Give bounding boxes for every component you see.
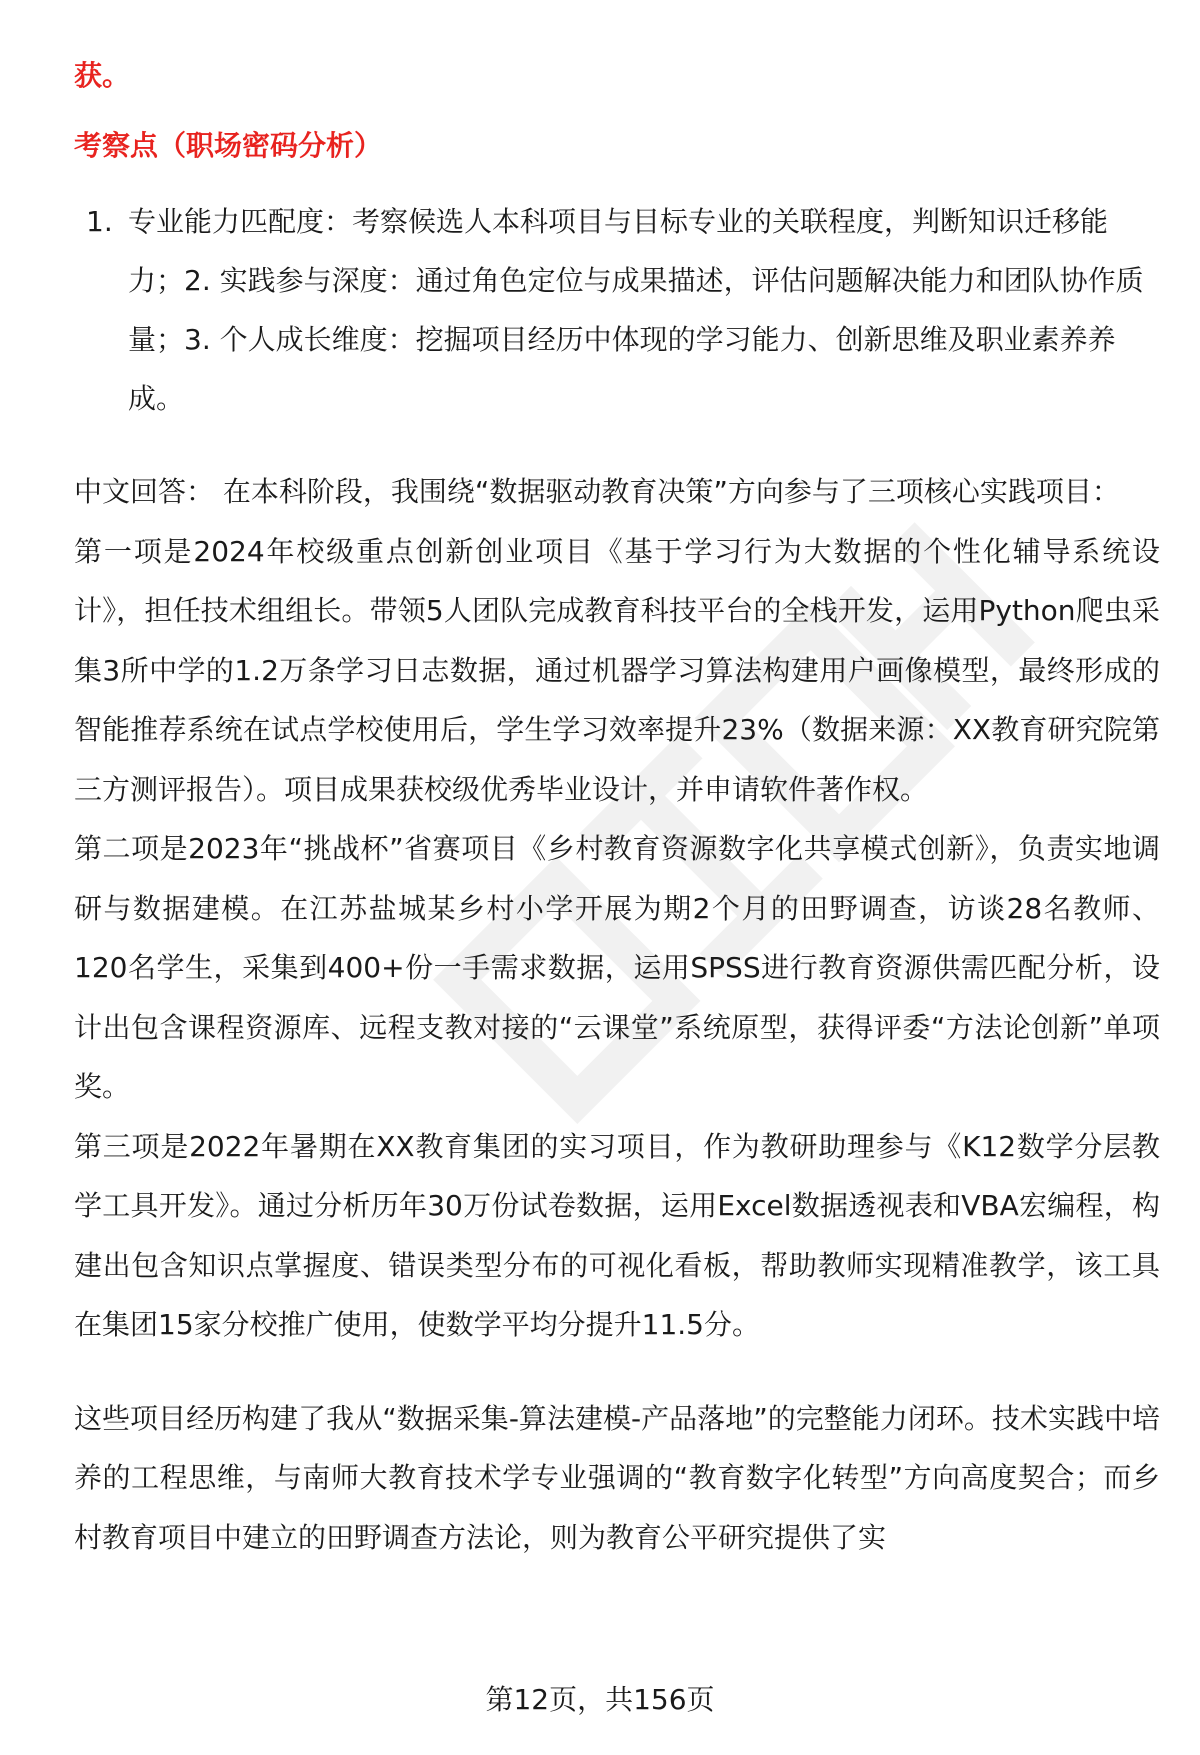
fragment-text: 获。	[74, 59, 131, 92]
document-page	[74, 56, 1160, 1567]
list-text: 专业能力匹配度：考察候选人本科项目与目标专业的关联程度，判断知识迁移能力；2. 实践参与深度：通过角色定位与成果描述，评估问题解决能力和团队协作质量；3. 个人成长维度：挖掘项目经历中体现的学习能力、创新思维及职业素养养成。	[128, 205, 1144, 415]
list-number: 1.	[86, 205, 113, 238]
answer-intro: 中文回答： 在本科阶段，我围绕“数据驱动教育决策”方向参与了三项核心实践项目：	[74, 475, 1120, 508]
analysis-list	[74, 192, 1160, 428]
page-number: 第12页，共156页	[485, 1683, 715, 1716]
answer-project-3: 第三项是2022年暑期在XX教育集团的实习项目，作为教研助理参与《K12数学分层教学工具开发》。通过分析历年30万份试卷数据，运用Excel数据透视表和VBA宏编程，构建出包含知识点掌握度、错误类型分布的可视化看板，帮助教师实现精准教学，该工具在集团15家分校推广使用，使数学平均分提升11.5分。	[74, 1129, 1160, 1341]
answer-project-1: 第一项是2024年校级重点创新创业项目《基于学习行为大数据的个性化辅导系统设计》，担任技术组组长。带领5人团队完成教育科技平台的全栈开发，运用Python爬虫采集3所中学的1.2万条学习日志数据，通过机器学习算法构建用户画像模型，最终形成的智能推荐系统在试点学校使用后，学生学习效率提升23%（数据来源：XX教育研究院第三方测评报告）。项目成果获校级优秀毕业设计，并申请软件著作权。	[74, 534, 1160, 806]
answer-summary: 这些项目经历构建了我从“数据采集-算法建模-产品落地”的完整能力闭环。技术实践中培养的工程思维，与南师大教育技术学专业强调的“教育数字化转型”方向高度契合；而乡村教育项目中建立的田野调查方法论，则为教育公平研究提供了实	[74, 1401, 1160, 1554]
section-heading: 考察点（职场密码分析）	[74, 129, 383, 162]
answer-project-2: 第二项是2023年“挑战杯”省赛项目《乡村教育资源数字化共享模式创新》，负责实地调研与数据建模。在江苏盐城某乡村小学开展为期2个月的田野调查，访谈28名教师、120名学生，采集到400+份一手需求数据，运用SPSS进行教育资源供需匹配分析，设计出包含课程资源库、远程支教对接的“云课堂”系统原型，获得评委“方法论创新”单项奖。	[74, 832, 1160, 1103]
